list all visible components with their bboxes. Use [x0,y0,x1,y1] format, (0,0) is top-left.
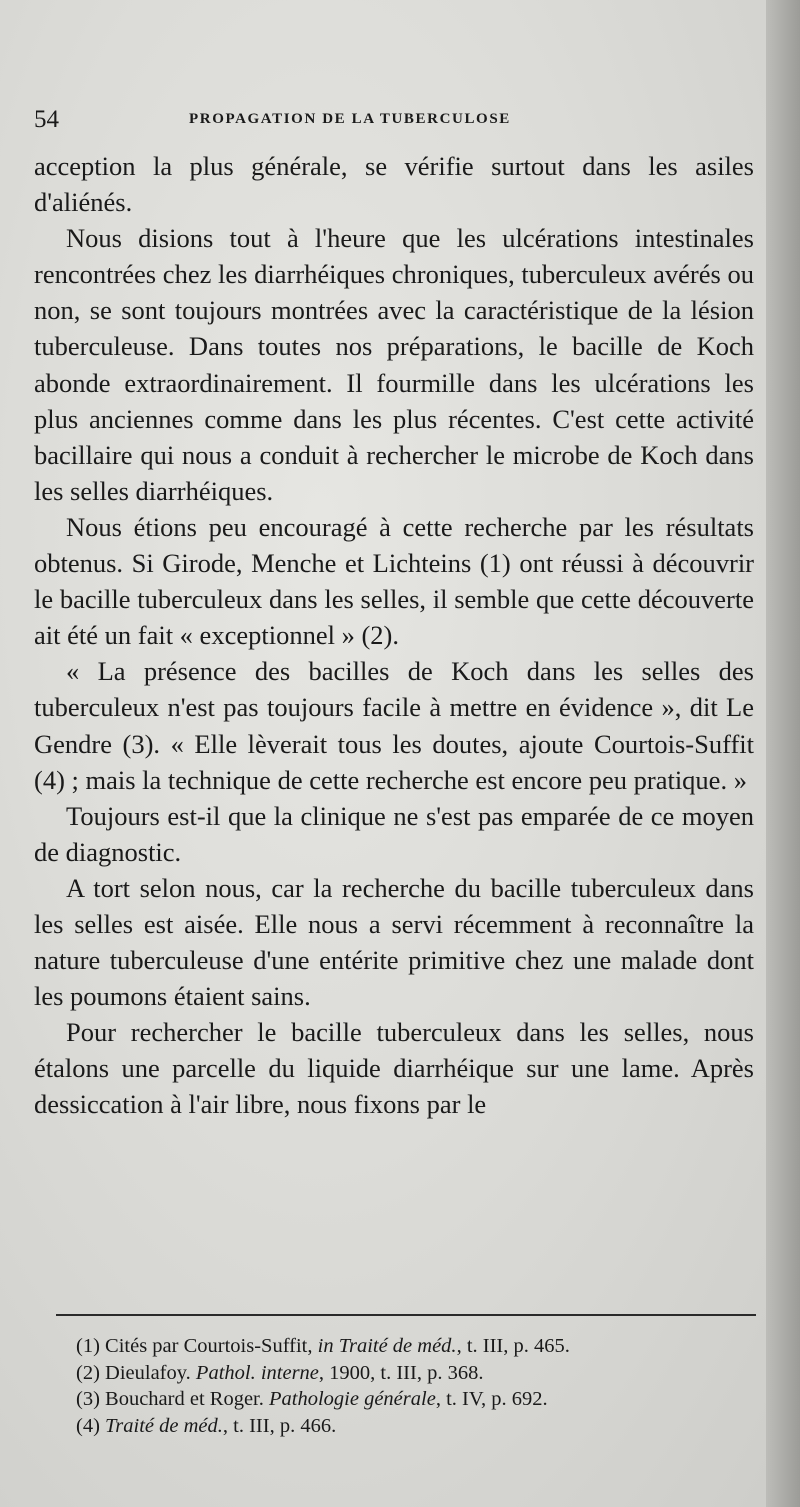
footnote [76,1413,766,1440]
paragraph: « La présence des bacilles de Koch dans les selles des tuberculeux n'est pas toujours facile à mettre en évidence », dit Le Gendre (3). « Elle lèverait tous les doutes, ajoute Courtois-Suffit (4) ; mais la technique de cette recherche est encore peu pratique. » [34,656,754,795]
paragraph: Toujours est-il que la clinique ne s'est pas emparée de ce moyen de diagnostic. [34,800,754,867]
footnote-italic: Pathologie générale [269,1388,436,1410]
footnote-text: Cités par Courtois-Suffit, [99,1335,318,1357]
footnotes [76,1333,766,1439]
footnote-rule [56,1314,756,1316]
page-header [34,106,754,140]
paragraph: Nous disions tout à l'heure que les ulcérations intestinales rencontrées chez les diarrhéiques chroniques, tuberculeux avérés ou non, se sont toujours montrées avec la caractéristique de la lésion tuberculeuse. Dans toutes nos préparations, le bacille de Koch abonde extraordinairement. Il fourmille dans les ulcérations les plus anciennes comme dans les plus récentes. C'est cette activité bacillaire qui nous a conduit à rechercher le microbe de Koch dans les selles diarrhéiques. [34,223,754,506]
footnote-marker: (2) [76,1361,100,1384]
page-number: 54 [34,106,59,133]
footnote-marker: (3) [76,1388,100,1410]
footnote [76,1386,766,1413]
paragraph: Pour rechercher le bacille tuberculeux dans les selles, nous étalons une parcelle du liquide diarrhéique sur une lame. Après dessiccation à l'air libre, nous fixons par le [34,1017,754,1120]
body-text [34,148,754,1123]
running-title: PROPAGATION DE LA TUBERCULOSE [189,111,511,127]
paragraph: acception la plus générale, se vérifie surtout dans les asiles d'aliénés. [34,151,754,218]
footnote [76,1360,766,1387]
footnote [76,1333,766,1360]
footnote-text: Bouchard et Roger. [99,1388,269,1410]
footnote-text: , t. III, p. 466. [222,1414,337,1437]
footnote-text: Dieulafoy. [99,1361,196,1384]
footnote-italic: Traité de méd. [105,1414,223,1437]
footnote-marker: (1) [76,1335,100,1357]
paragraph: Nous étions peu encouragé à cette recherche par les résultats obtenus. Si Girode, Menche et Lichteins (1) ont réussi à découvrir le bacille tuberculeux dans les selles, il semble que cette découverte ait été un fait « exceptionnel » (2). [34,511,754,651]
footnote-text: , t. IV, p. 692. [435,1388,548,1410]
footnote-italic: Pathol. interne [195,1361,319,1384]
footnote-italic: in Traité de méd. [317,1335,457,1357]
footnote-text: , 1900, t. III, p. 368. [318,1361,484,1384]
footnote-marker: (4) [76,1414,100,1437]
paragraph: A tort selon nous, car la recherche du bacille tuberculeux dans les selles est aisée. Elle nous a servi récemment à reconnaître la nature tuberculeuse d'une entérite primitive chez une malade dont les poumons étaient sains. [34,872,754,1012]
page-edge-shadow [766,0,800,1507]
footnote-text: , t. III, p. 465. [456,1335,570,1357]
